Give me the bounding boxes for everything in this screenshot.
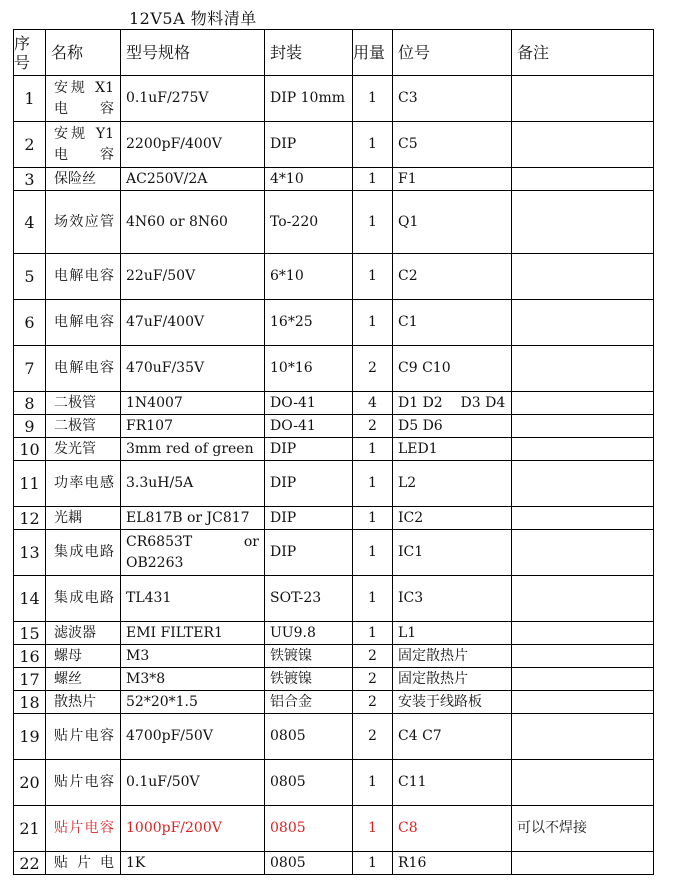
table-row — [14, 168, 654, 191]
row-no: 19 — [14, 714, 46, 760]
row-no: 22 — [14, 852, 46, 875]
row-qty: 1 — [353, 806, 393, 852]
row-ref: D5 D6 — [393, 415, 512, 438]
row-spec: EMI FILTER1 — [121, 622, 265, 645]
row-ref: 固定散热片 — [393, 668, 512, 691]
row-spec: 4N60 or 8N60 — [121, 191, 265, 254]
row-spec: 1000pF/200V — [121, 806, 265, 852]
row-name: 光耦 — [46, 507, 121, 530]
row-qty: 1 — [353, 852, 393, 875]
row-spec: 47uF/400V — [121, 300, 265, 346]
row-qty: 2 — [353, 691, 393, 714]
table-row — [14, 415, 654, 438]
row-no: 10 — [14, 438, 46, 461]
row-package: 铁镀镍 — [265, 668, 353, 691]
table-row — [14, 392, 654, 415]
row-no: 5 — [14, 254, 46, 300]
row-no: 2 — [14, 122, 46, 168]
row-package: 0805 — [265, 806, 353, 852]
row-package: DO-41 — [265, 415, 353, 438]
row-name: 贴片电容 — [46, 760, 121, 806]
header-row — [14, 30, 654, 76]
row-no: 17 — [14, 668, 46, 691]
table-row — [14, 645, 654, 668]
row-ref: C4 C7 — [393, 714, 512, 760]
table-row — [14, 461, 654, 507]
header-package: 封装 — [265, 30, 353, 76]
row-name: 滤波器 — [46, 622, 121, 645]
row-ref: C2 — [393, 254, 512, 300]
document-title: 12V5A 物料清单 — [129, 9, 257, 28]
table-row — [14, 191, 654, 254]
row-ref: C1 — [393, 300, 512, 346]
row-remark — [512, 760, 654, 806]
row-no: 3 — [14, 168, 46, 191]
row-name: 贴片电 — [46, 852, 121, 875]
row-package: 0805 — [265, 852, 353, 875]
row-ref: Q1 — [393, 191, 512, 254]
row-qty: 2 — [353, 415, 393, 438]
table-row — [14, 507, 654, 530]
row-package: 0805 — [265, 714, 353, 760]
row-remark: 可以不焊接 — [512, 806, 654, 852]
row-remark — [512, 346, 654, 392]
table-row — [14, 438, 654, 461]
row-spec: 0.1uF/275V — [121, 76, 265, 122]
table-row — [14, 576, 654, 622]
row-qty: 2 — [353, 346, 393, 392]
row-remark — [512, 168, 654, 191]
row-qty: 1 — [353, 438, 393, 461]
row-package: 铝合金 — [265, 691, 353, 714]
row-no: 8 — [14, 392, 46, 415]
row-remark — [512, 622, 654, 645]
row-ref: C9 C10 — [393, 346, 512, 392]
table-row — [14, 852, 654, 875]
table-row — [14, 254, 654, 300]
row-spec: M3*8 — [121, 668, 265, 691]
row-spec: 52*20*1.5 — [121, 691, 265, 714]
table-row — [14, 346, 654, 392]
row-spec: 0.1uF/50V — [121, 760, 265, 806]
row-spec: 1N4007 — [121, 392, 265, 415]
row-no: 12 — [14, 507, 46, 530]
row-package: DIP — [265, 122, 353, 168]
row-package: DIP — [265, 438, 353, 461]
row-spec: M3 — [121, 645, 265, 668]
row-remark — [512, 438, 654, 461]
row-qty: 2 — [353, 645, 393, 668]
table-row — [14, 760, 654, 806]
row-spec: EL817B or JC817 — [121, 507, 265, 530]
row-remark — [512, 300, 654, 346]
row-remark — [512, 530, 654, 576]
row-name: 安规 Y1 电容 — [46, 122, 121, 168]
row-name: 电解电容 — [46, 346, 121, 392]
row-remark — [512, 122, 654, 168]
row-package: DIP 10mm — [265, 76, 353, 122]
row-qty: 1 — [353, 300, 393, 346]
row-qty: 1 — [353, 122, 393, 168]
header-no: 序号 — [14, 30, 46, 76]
row-remark — [512, 852, 654, 875]
row-no: 14 — [14, 576, 46, 622]
row-remark — [512, 461, 654, 507]
row-no: 11 — [14, 461, 46, 507]
row-ref: IC3 — [393, 576, 512, 622]
row-ref: 固定散热片 — [393, 645, 512, 668]
row-ref: R16 — [393, 852, 512, 875]
table-row — [14, 691, 654, 714]
bom-table — [13, 29, 654, 875]
row-ref: F1 — [393, 168, 512, 191]
row-remark — [512, 714, 654, 760]
row-name: 电解电容 — [46, 300, 121, 346]
row-remark — [512, 576, 654, 622]
table-row — [14, 714, 654, 760]
row-name: 功率电感 — [46, 461, 121, 507]
row-qty: 1 — [353, 576, 393, 622]
row-spec: 22uF/50V — [121, 254, 265, 300]
row-name: 贴片电容 — [46, 714, 121, 760]
row-spec: TL431 — [121, 576, 265, 622]
row-ref: LED1 — [393, 438, 512, 461]
row-ref: C5 — [393, 122, 512, 168]
row-qty: 1 — [353, 254, 393, 300]
row-package: To-220 — [265, 191, 353, 254]
row-qty: 2 — [353, 668, 393, 691]
row-spec: 3.3uH/5A — [121, 461, 265, 507]
header-name: 名称 — [46, 30, 121, 76]
row-ref: IC2 — [393, 507, 512, 530]
row-remark — [512, 668, 654, 691]
row-qty: 4 — [353, 392, 393, 415]
row-name: 电解电容 — [46, 254, 121, 300]
row-remark — [512, 507, 654, 530]
table-row-highlighted — [14, 806, 654, 852]
row-qty: 1 — [353, 461, 393, 507]
row-package: DIP — [265, 461, 353, 507]
row-ref: L1 — [393, 622, 512, 645]
row-ref: C11 — [393, 760, 512, 806]
row-name: 场效应管 — [46, 191, 121, 254]
row-no: 6 — [14, 300, 46, 346]
row-name: 发光管 — [46, 438, 121, 461]
row-no: 15 — [14, 622, 46, 645]
row-qty: 1 — [353, 507, 393, 530]
row-remark — [512, 254, 654, 300]
row-qty: 1 — [353, 76, 393, 122]
row-name: 安规 X1 电容 — [46, 76, 121, 122]
row-spec: 470uF/35V — [121, 346, 265, 392]
row-remark — [512, 76, 654, 122]
row-package: 0805 — [265, 760, 353, 806]
header-ref: 位号 — [393, 30, 512, 76]
row-name: 二极管 — [46, 392, 121, 415]
row-remark — [512, 392, 654, 415]
row-no: 18 — [14, 691, 46, 714]
row-name: 螺丝 — [46, 668, 121, 691]
row-no: 1 — [14, 76, 46, 122]
row-spec-part: CR6853T — [126, 533, 193, 550]
row-name: 贴片电容 — [46, 806, 121, 852]
row-qty: 2 — [353, 714, 393, 760]
row-no: 4 — [14, 191, 46, 254]
row-ref: C8 — [393, 806, 512, 852]
header-qty: 用量 — [353, 30, 393, 76]
row-name: 保险丝 — [46, 168, 121, 191]
row-package: 铁镀镍 — [265, 645, 353, 668]
row-remark — [512, 645, 654, 668]
row-qty: 1 — [353, 191, 393, 254]
row-no: 16 — [14, 645, 46, 668]
row-spec-part: OB2263 — [126, 554, 184, 571]
row-package: DIP — [265, 530, 353, 576]
row-package: 6*10 — [265, 254, 353, 300]
header-remark: 备注 — [512, 30, 654, 76]
row-package: 10*16 — [265, 346, 353, 392]
row-spec: 2200pF/400V — [121, 122, 265, 168]
row-qty: 1 — [353, 622, 393, 645]
table-row — [14, 122, 654, 168]
row-ref: C3 — [393, 76, 512, 122]
table-row — [14, 622, 654, 645]
row-spec: 1K — [121, 852, 265, 875]
row-qty: 1 — [353, 530, 393, 576]
row-name: 集成电路 — [46, 530, 121, 576]
row-spec: 3mm red of green — [121, 438, 265, 461]
row-remark — [512, 191, 654, 254]
row-package: 16*25 — [265, 300, 353, 346]
table-row — [14, 76, 654, 122]
row-package: SOT-23 — [265, 576, 353, 622]
row-ref: IC1 — [393, 530, 512, 576]
row-no: 7 — [14, 346, 46, 392]
row-ref: L2 — [393, 461, 512, 507]
row-qty: 1 — [353, 168, 393, 191]
table-row — [14, 668, 654, 691]
row-no: 13 — [14, 530, 46, 576]
row-name: 螺母 — [46, 645, 121, 668]
row-remark — [512, 691, 654, 714]
row-spec: 4700pF/50V — [121, 714, 265, 760]
row-ref: 安装于线路板 — [393, 691, 512, 714]
header-spec: 型号规格 — [121, 30, 265, 76]
row-spec: FR107 — [121, 415, 265, 438]
row-spec-part: or — [243, 533, 259, 550]
row-no: 20 — [14, 760, 46, 806]
row-package: UU9.8 — [265, 622, 353, 645]
row-name: 集成电路 — [46, 576, 121, 622]
row-spec: AC250V/2A — [121, 168, 265, 191]
row-remark — [512, 415, 654, 438]
row-no: 21 — [14, 806, 46, 852]
table-row — [14, 530, 654, 576]
row-name: 二极管 — [46, 415, 121, 438]
table-row — [14, 300, 654, 346]
row-package: 4*10 — [265, 168, 353, 191]
row-name: 散热片 — [46, 691, 121, 714]
row-package: DO-41 — [265, 392, 353, 415]
row-no: 9 — [14, 415, 46, 438]
row-spec — [121, 530, 265, 576]
row-qty: 1 — [353, 760, 393, 806]
row-package: DIP — [265, 507, 353, 530]
row-ref: D1 D2 D3 D4 — [393, 392, 512, 415]
